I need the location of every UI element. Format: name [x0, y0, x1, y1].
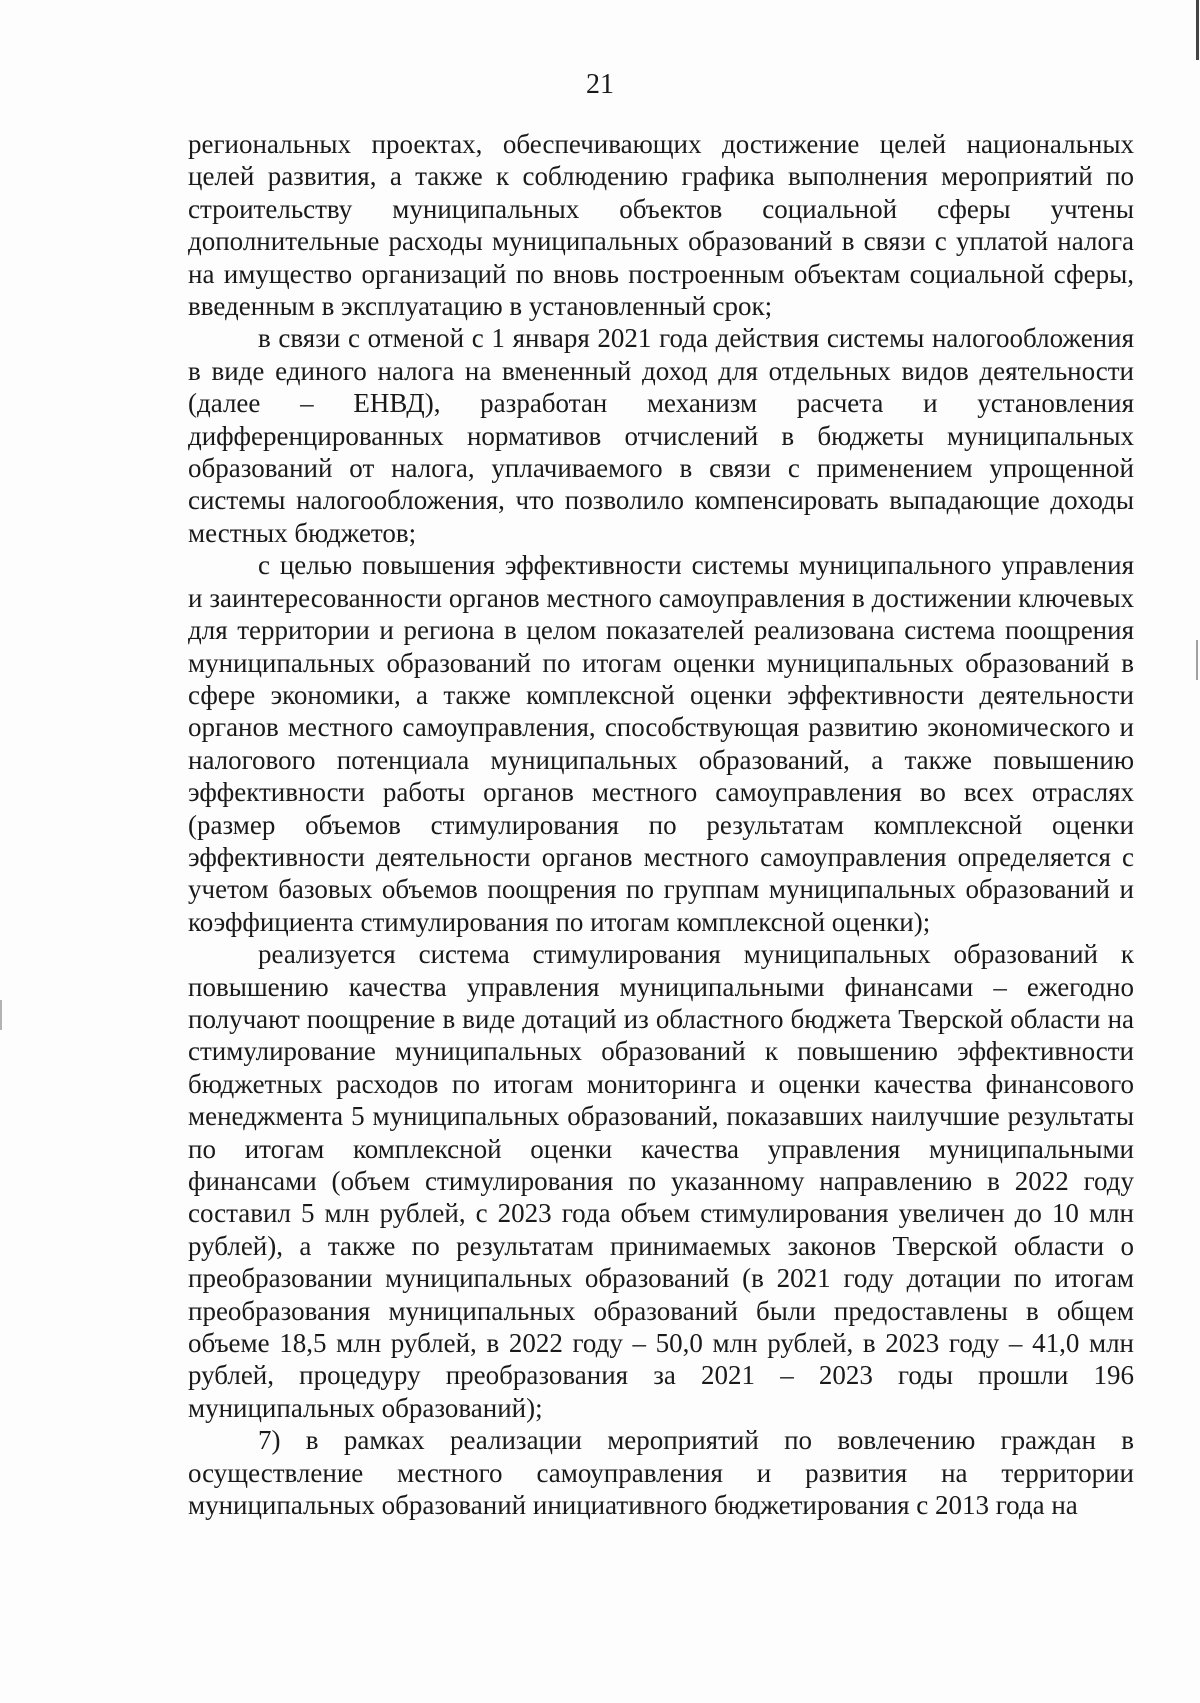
paragraph-4: реализуется система стимулирования муниципальных образований к повышению качества управления муниципальными финансами – ежегодно получают поощрение в виде дотаций из областного бюджета Тверской области на стимулирование муниципальных образований к повышению эффективности бюджетных расходов по итогам мониторинга и оценки качества финансового менеджмента 5 муниципальных образований, показавших наилучшие результаты по итогам комплексной оценки качества управления муниципальными финансами (объем стимулирования по указанному направлению в 2022 году составил 5 млн рублей, с 2023 года объем стимулирования увеличен до 10 млн рублей), а также по результатам принимаемых законов Тверской области о преобразовании муниципальных образований (в 2021 году дотации по итогам преобразования муниципальных образований были предоставлены в общем объеме 18,5 млн рублей, в 2022 году – 50,0 млн рублей, в 2023 году – 41,0 млн рублей, процедуру преобразования за 2021 – 2023 годы прошли 196 муниципальных образований); — [188, 939, 1134, 1423]
paragraph-1: региональных проектах, обеспечивающих достижение целей национальных целей развития, а также к соблюдению графика выполнения мероприятий по строительству муниципальных объектов социальной сферы учтены дополнительные расходы муниципальных образований в связи с уплатой налога на имущество организаций по вновь построенным объектам социальной сферы, введенным в эксплуатацию в установленный срок; — [188, 129, 1134, 322]
document-body — [188, 128, 1134, 1521]
page-number: 21 — [586, 69, 614, 100]
paragraph-3: с целью повышения эффективности системы муниципального управления и заинтересованности органов местного самоуправления в достижении ключевых для территории и региона в целом показателей реализована система поощрения муниципальных образований по итогам оценки муниципальных образований в сфере экономики, а также комплексной оценки эффективности деятельности органов местного самоуправления, способствующая развитию экономического и налогового потенциала муниципальных образований, а также повышению эффективности работы органов местного самоуправления во всех отраслях (размер объемов стимулирования по результатам комплексной оценки эффективности деятельности органов местного самоуправления определяется с учетом базовых объемов поощрения по группам муниципальных образований и коэффициента стимулирования по итогам комплексной оценки); — [188, 550, 1134, 937]
scan-artifact — [0, 1000, 2, 1030]
scan-artifact — [1196, 640, 1198, 680]
scan-artifact — [1196, 0, 1199, 60]
paragraph-5: 7) в рамках реализации мероприятий по вовлечению граждан в осуществление местного самоуправления и развития на территории муниципальных образований инициативного бюджетирования с 2013 года на — [188, 1425, 1134, 1521]
paragraph-2: в связи с отменой с 1 января 2021 года действия системы налогообложения в виде единого налога на вмененный доход для отдельных видов деятельности (далее – ЕНВД), разработан механизм расчета и установления дифференцированных нормативов отчислений в бюджеты муниципальных образований от налога, уплачиваемого в связи с применением упрощенной системы налогообложения, что позволило компенсировать выпадающие доходы местных бюджетов; — [188, 323, 1134, 548]
